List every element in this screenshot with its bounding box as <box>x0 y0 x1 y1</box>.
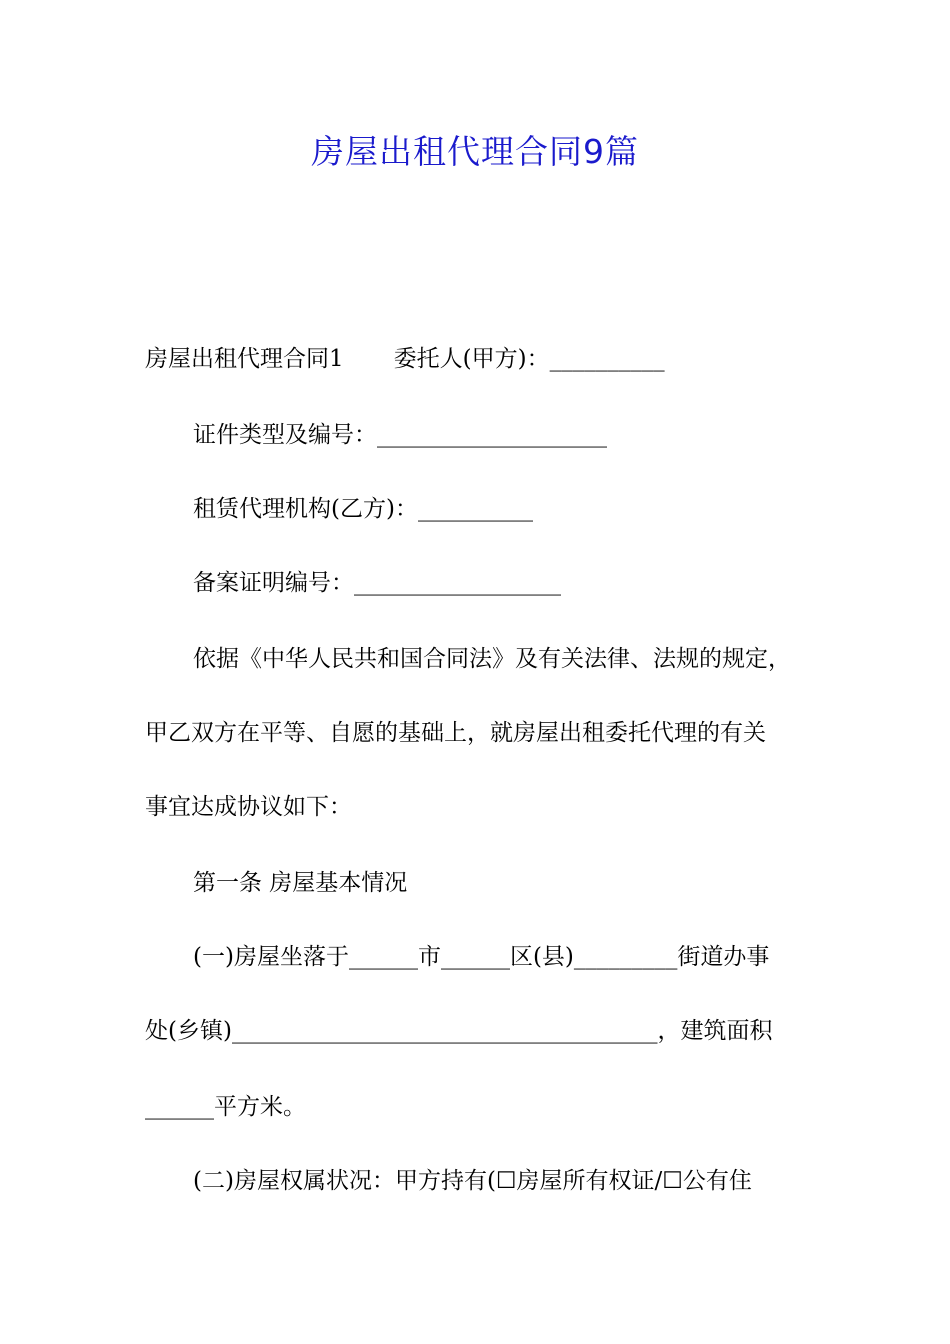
document-title: 房屋出租代理合同9篇 <box>311 132 639 171</box>
paragraph-line <box>145 342 665 376</box>
filing-number-field: 备案证明编号：__________________ <box>193 570 561 596</box>
paragraph-line: 事宜达成协议如下： <box>145 794 352 820</box>
paragraph-line: (二)房屋权属状况：甲方持有(☐房屋所有权证/☐公有住 <box>193 1168 752 1194</box>
paragraph-line: ______平方米。 <box>145 1094 306 1120</box>
paragraph-line: (一)房屋坐落于______市______区(县)_________街道办事 <box>193 944 770 970</box>
paragraph-line: 依据《中华人民共和国合同法》及有关法律、法规的规定， <box>193 646 791 672</box>
id-number-field: 证件类型及编号：____________________ <box>193 422 607 448</box>
article-heading: 第一条 房屋基本情况 <box>193 870 408 896</box>
party-b-field: 租赁代理机构(乙方)：__________ <box>193 496 533 522</box>
paragraph-line: 甲乙双方在平等、自愿的基础上，就房屋出租委托代理的有关 <box>145 720 766 746</box>
party-a-field: 委托人(甲方)：__________ <box>393 346 665 372</box>
section-heading: 房屋出租代理合同1 <box>145 346 344 372</box>
paragraph-line: 处(乡镇)_____________________________________，建筑面积 <box>145 1018 773 1044</box>
